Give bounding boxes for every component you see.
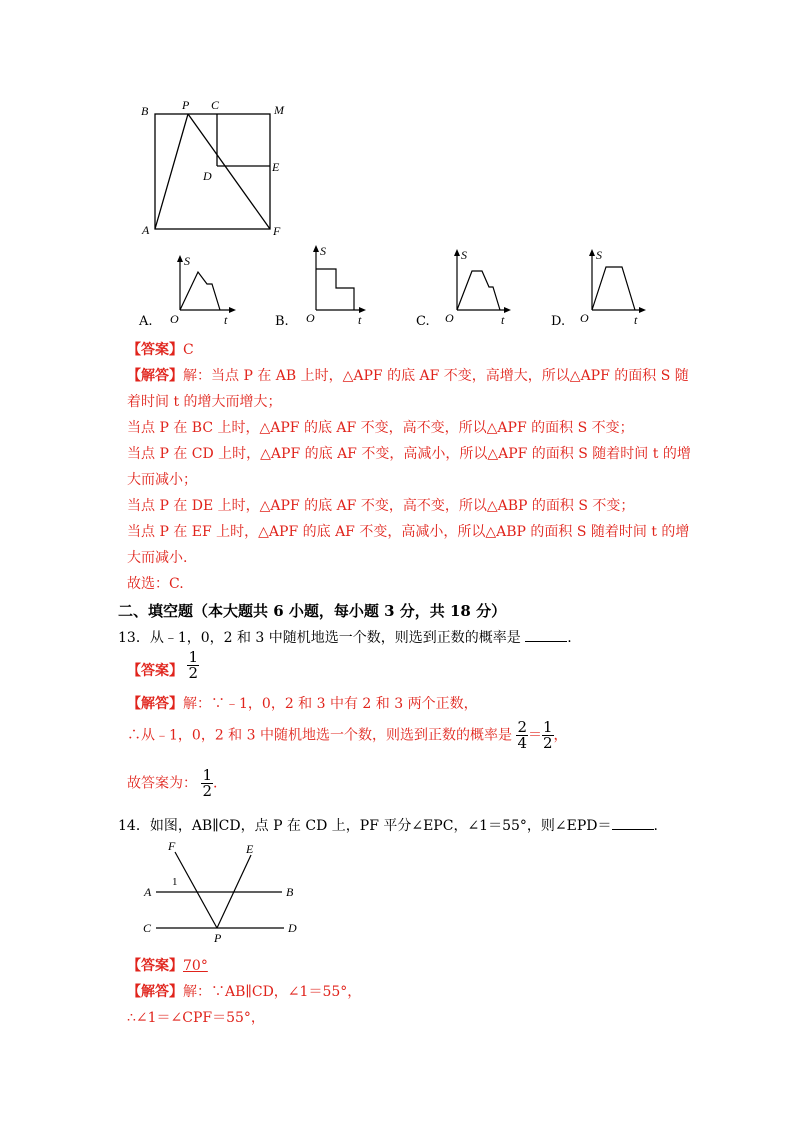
option-c-label: C. bbox=[416, 314, 430, 329]
q12-analysis-line-6: 当点 P 在 DE 上时，△APF 的底 AF 不变，高不变，所以△ABP 的面积 S 不变； bbox=[127, 498, 635, 514]
denominator: 2 bbox=[202, 782, 212, 800]
geometry-figure-parallel-lines bbox=[138, 838, 308, 943]
label-A: A bbox=[144, 885, 152, 899]
stem-end: . bbox=[567, 630, 572, 646]
q14-answer bbox=[127, 956, 208, 976]
q14-analysis-line-1 bbox=[127, 982, 361, 1002]
analysis-tag: 【解答】 bbox=[127, 368, 183, 384]
answer-tag: 【答案】 bbox=[127, 342, 183, 358]
q12-analysis-line-7: 当点 P 在 EF 上时，△APF 的底 AF 不变，高减小，所以△ABP 的面积 S 随着时间 t 的增 bbox=[127, 524, 690, 540]
axis-t-label: t bbox=[358, 313, 362, 327]
q13-analysis-line-1 bbox=[127, 694, 478, 714]
numerator: 1 bbox=[542, 718, 553, 736]
equals-sign: ＝ bbox=[527, 727, 542, 744]
q12-analysis-line-8: 大而减小. bbox=[127, 550, 188, 566]
q14-stem-text: 14．如图，AB∥CD，点 P 在 CD 上，PF 平分∠EPC，∠1＝55°，则∠EPD＝ bbox=[118, 818, 612, 834]
denominator: 4 bbox=[517, 734, 527, 752]
analysis-text: 解：∵﹣1，0，2 和 3 中有 2 和 3 两个正数， bbox=[183, 696, 478, 712]
q12-analysis-line-5: 大而减小； bbox=[127, 472, 197, 488]
denominator: 2 bbox=[542, 734, 553, 752]
line-end: . bbox=[213, 775, 218, 792]
q12-analysis-line-3: 当点 P 在 BC 上时，△APF 的底 AF 不变，高不变，所以△APF 的面积 S 不变； bbox=[127, 420, 634, 436]
analysis-tag: 【解答】 bbox=[127, 984, 183, 1000]
fraction-1-2 bbox=[542, 720, 554, 751]
final-fraction bbox=[201, 768, 213, 799]
q12-answer bbox=[127, 340, 194, 360]
label-A: A bbox=[142, 223, 150, 237]
numerator: 1 bbox=[188, 648, 198, 666]
line-end: ， bbox=[553, 727, 568, 744]
label-B: B bbox=[286, 885, 294, 899]
graph-option-a bbox=[160, 252, 240, 327]
answer-tag: 【答案】 bbox=[127, 958, 183, 974]
numerator: 2 bbox=[517, 718, 527, 736]
axis-s-label: S bbox=[461, 248, 467, 262]
section-heading: 二、填空题（本大题共 6 小题，每小题 3 分，共 18 分） bbox=[118, 602, 507, 620]
axis-o-label: O bbox=[170, 312, 179, 326]
axis-o-label: O bbox=[306, 311, 315, 325]
label-C: C bbox=[211, 98, 220, 112]
axis-s-label: S bbox=[596, 248, 602, 262]
axis-o-label: O bbox=[580, 311, 589, 325]
label-P: P bbox=[214, 931, 222, 943]
graph-option-c bbox=[437, 244, 517, 327]
axis-o-label: O bbox=[445, 311, 454, 325]
option-b-label: B. bbox=[275, 314, 289, 329]
denominator: 2 bbox=[188, 664, 198, 682]
q13-final-answer bbox=[127, 768, 217, 799]
analysis-text: 解：当点 P 在 AB 上时，△APF 的底 AF 不变，高增大，所以△APF 的面积 S 随 bbox=[183, 368, 689, 384]
label-F: F bbox=[168, 839, 176, 853]
axis-s-label: S bbox=[184, 254, 190, 268]
answer-tag: 【答案】 bbox=[127, 663, 183, 679]
answer-value: 70° bbox=[183, 958, 208, 974]
axis-t-label: t bbox=[501, 313, 505, 327]
graph-option-b bbox=[296, 240, 376, 327]
answer-blank bbox=[525, 627, 567, 642]
angle-1-label: 1 bbox=[172, 876, 178, 888]
answer-value: C bbox=[183, 342, 194, 358]
label-F: F bbox=[273, 224, 281, 238]
q14-analysis-line-2: ∴∠1＝∠CPF＝55°， bbox=[127, 1010, 265, 1026]
label-D: D bbox=[203, 169, 212, 183]
label-M: M bbox=[274, 103, 284, 117]
label-D: D bbox=[288, 921, 297, 935]
analysis-text: ∴从﹣1，0，2 和 3 中随机地选一个数，则选到正数的概率是 bbox=[127, 727, 512, 744]
analysis-tag: 【解答】 bbox=[127, 696, 183, 712]
fraction-2-4 bbox=[516, 720, 528, 751]
option-a-label: A. bbox=[139, 314, 153, 329]
axis-t-label: t bbox=[224, 313, 228, 327]
label-B: B bbox=[141, 104, 149, 118]
graph-option-d bbox=[572, 244, 652, 327]
option-d-label: D. bbox=[551, 314, 566, 329]
label-E: E bbox=[246, 842, 254, 856]
answer-blank bbox=[612, 815, 654, 830]
label-E: E bbox=[272, 160, 280, 174]
q12-analysis-line-2: 着时间 t 的增大而增大； bbox=[127, 394, 282, 410]
axis-s-label: S bbox=[320, 244, 326, 258]
q13-answer bbox=[127, 650, 199, 681]
q12-analysis-line-1 bbox=[127, 366, 689, 386]
label-C: C bbox=[143, 921, 152, 935]
axis-t-label: t bbox=[634, 313, 638, 327]
numerator: 1 bbox=[202, 766, 212, 784]
q12-analysis-line-4: 当点 P 在 CD 上时，△APF 的底 AF 不变，高减小，所以△APF 的面积 S 随着时间 t 的增 bbox=[127, 446, 691, 462]
q13-analysis-line-2 bbox=[127, 720, 568, 751]
stem-end: . bbox=[653, 818, 658, 834]
final-answer-text: 故答案为： bbox=[127, 775, 197, 792]
q13-stem bbox=[118, 627, 572, 648]
analysis-text: 解：∵AB∥CD，∠1＝55°， bbox=[183, 984, 362, 1000]
answer-fraction bbox=[187, 650, 199, 681]
geometry-figure-square bbox=[138, 98, 298, 243]
q13-stem-text: 13．从﹣1，0，2 和 3 中随机地选一个数，则选到正数的概率是 bbox=[118, 630, 521, 646]
label-P: P bbox=[182, 98, 190, 112]
q14-stem bbox=[118, 815, 658, 836]
q12-conclusion: 故选：C. bbox=[127, 576, 184, 592]
